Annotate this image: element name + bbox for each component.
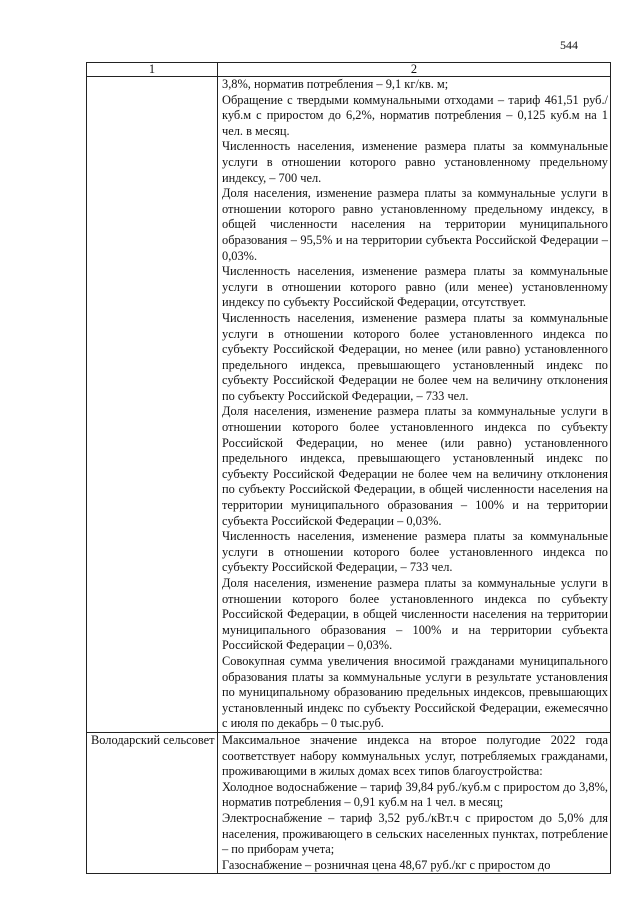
- paragraph: Численность населения, изменение размера платы за коммунальные услуги в отношении которого более установленного индекса по субъекту Российской Федерации, но менее (или равно) установленного предельного индекса, превышающего установленный индекс по субъекту Российской Федерации не более чем на величину отклонения по субъекту Российской Федерации, – 733 чел.: [222, 310, 608, 403]
- table-header-row: [87, 63, 611, 77]
- paragraph: Численность населения, изменение размера платы за коммунальные услуги в отношении которого равно установленному предельному индексу, – 700 чел.: [222, 139, 608, 185]
- region-cell: [87, 77, 218, 733]
- paragraph: Совокупная сумма увеличения вносимой гражданами муниципального образования платы за коммунальные услуги в результате установления по муниципальному образованию предельных индексов, превышающих установленный индекс по субъекту Российской Федерации, ежемесячно с июля по декабрь – 0 тыс.руб.: [222, 653, 608, 731]
- paragraph: Обращение с твердыми коммунальными отходами – тариф 461,51 руб./куб.м с приростом до 6,2%, норматив потребления – 0,125 куб.м на 1 чел. в месяц.: [222, 92, 608, 138]
- region-cell: Володарский сельсовет: [87, 732, 218, 873]
- paragraph: Численность населения, изменение размера платы за коммунальные услуги в отношении которого равно (или менее) установленному индексу по субъекту Российской Федерации, отсутствует.: [222, 264, 608, 310]
- header-col-2: 2: [218, 63, 611, 77]
- paragraph: Газоснабжение – розничная цена 48,67 руб./кг с приростом до: [222, 857, 551, 872]
- paragraph: Максимальное значение индекса на второе полугодие 2022 года соответствует набору коммунальных услуг, потребляемых гражданами, проживающими в жилых домах всех типов благоустройства:: [222, 732, 608, 779]
- paragraph: Численность населения, изменение размера платы за коммунальные услуги в отношении которого более установленного индекса по субъекту Российской Федерации, – 733 чел.: [222, 529, 608, 575]
- paragraph: Доля населения, изменение размера платы за коммунальные услуги в отношении которого более установленного индекса по субъекту Российской Федерации, но менее (или равно) установленного предельного индекса, превышающего установленный индекс по субъекту Российской Федерации не более чем на величину отклонения по субъекту Российской Федерации, в общей численности населения на территории муниципального образования – 100% и на территории субъекта Российской Федерации – 0,03%.: [222, 404, 608, 528]
- paragraph: Доля населения, изменение размера платы за коммунальные услуги в отношении которого более установленного индекса по субъекту Российской Федерации, в общей численности населения на территории муниципального образования – 100% и на территории субъекта Российской Федерации – 0,03%.: [222, 576, 608, 653]
- paragraph: 3,8%, норматив потребления – 9,1 кг/кв. м;: [222, 77, 449, 91]
- paragraph: Холодное водоснабжение – тариф 39,84 руб./куб.м с приростом до 3,8%, норматив потребления – 0,91 куб.м на 1 чел. в месяц;: [222, 779, 608, 810]
- table-row: [87, 77, 611, 733]
- page-number: 544: [560, 38, 578, 52]
- paragraph: Электроснабжение – тариф 3,52 руб./кВт.ч с приростом до 5,0% для населения, проживающего в сельских населенных пунктах, потребление – по приборам учета;: [222, 810, 608, 857]
- table-row: [87, 732, 611, 873]
- header-col-1: 1: [87, 63, 218, 77]
- paragraph: Доля населения, изменение размера платы за коммунальные услуги в отношении которого равно установленному предельному индексу, в общей численности населения на территории муниципального образования – 95,5% и на территории субъекта Российской Федерации – 0,03%.: [222, 186, 608, 263]
- description-cell: [218, 77, 611, 733]
- indices-table: [86, 62, 611, 874]
- description-cell: [218, 732, 611, 873]
